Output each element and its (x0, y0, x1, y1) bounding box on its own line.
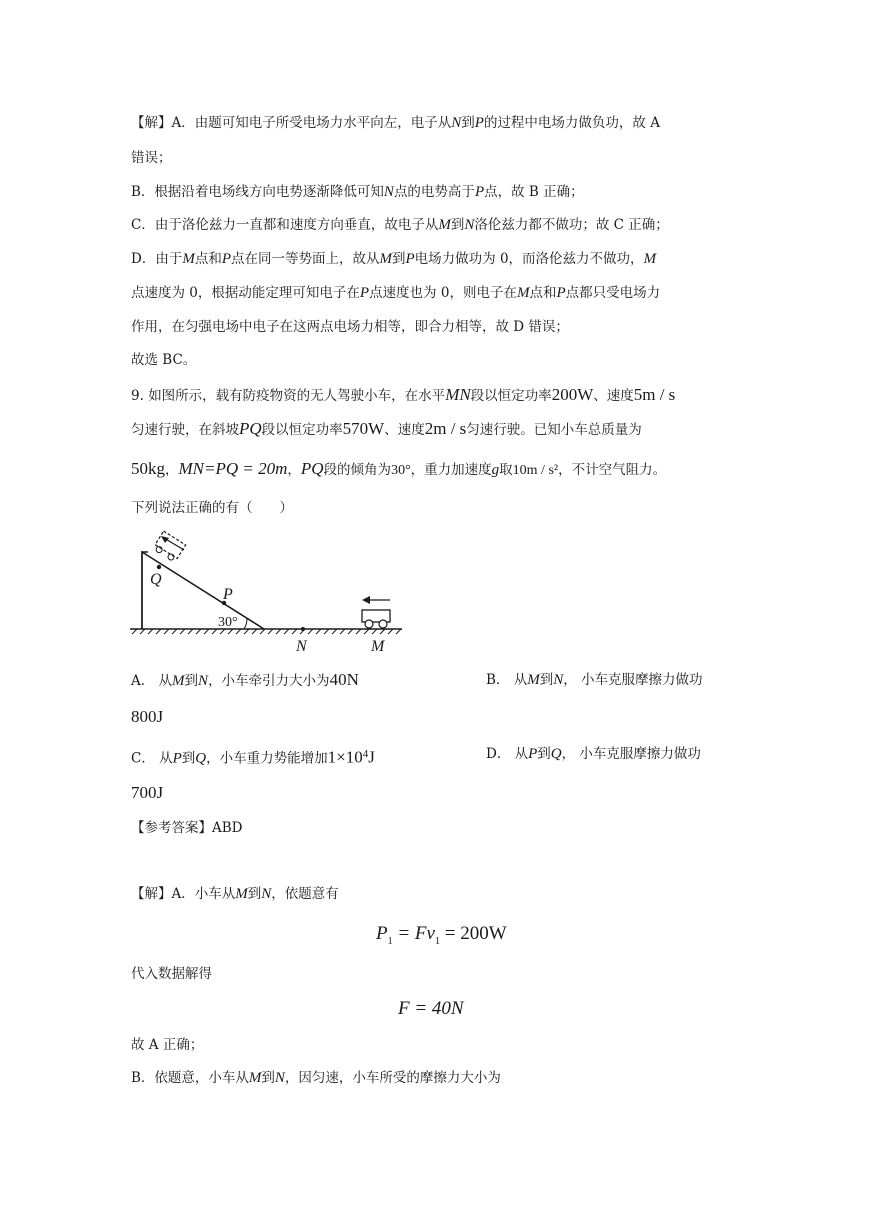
var: P (376, 923, 388, 944)
text: 点和 (194, 251, 222, 267)
solution2-a-line (131, 885, 339, 903)
var: M (248, 1070, 262, 1086)
incline-slope (142, 552, 264, 629)
text: 【解】A．小车从 (131, 886, 236, 902)
var: M (516, 285, 530, 301)
text: 匀速行驶。已知小车总质量为 (466, 422, 642, 438)
text: B．根据沿着电场线方向电势逐渐降低可知 (131, 184, 384, 200)
var: M (527, 672, 540, 688)
text: ，小车牵引力大小为 (208, 673, 330, 689)
text: ， (165, 462, 179, 478)
text: ， 小车克服摩擦力做功 (561, 746, 701, 762)
text: A． 从 (131, 673, 173, 689)
var: MN (445, 385, 471, 404)
subscript: 1 (387, 935, 393, 947)
text: ，小车重力势能增加 (206, 750, 328, 767)
text: ， 小车克服摩擦力做功 (563, 672, 703, 688)
value: 700J (131, 783, 164, 802)
expr: = Fv (392, 923, 435, 944)
var: P (474, 115, 484, 131)
var: M (182, 251, 195, 267)
text: 到 (539, 672, 554, 688)
text: C． 从 (131, 750, 173, 767)
text: D． 从 (486, 746, 529, 762)
text: 到 (537, 746, 551, 762)
option-c (131, 745, 375, 768)
text: 点的电势高于 (393, 184, 475, 200)
question-number: 9. (131, 388, 144, 404)
text: ，依题意有 (271, 886, 339, 902)
var: P (556, 285, 566, 301)
expr: = 200W (439, 923, 507, 944)
text: 点在同一等势面上，故从 (231, 251, 380, 267)
text: 到 (247, 886, 262, 902)
substitute-text: 代入数据解得 (131, 966, 212, 982)
text: B． 从 (486, 672, 528, 688)
text: 段以恒定功率 (470, 388, 552, 404)
point-q (157, 565, 161, 569)
solution-a-line2: 错误； (131, 150, 172, 166)
text: ，不计空气阻力。 (558, 462, 667, 478)
var: N (198, 673, 209, 689)
var: P (474, 184, 485, 200)
value: 30° (391, 463, 411, 478)
text: A．由题可知电子所受电场力水平向左，电子从 (171, 115, 452, 131)
solution2-b-line (131, 1069, 501, 1087)
solution-label: 【解】 (131, 115, 172, 131)
solution-d-line3: 作用，在匀强电场中电子在这两点电场力相等，即合力相等，故 D 错误； (131, 319, 569, 335)
cart (362, 610, 390, 628)
equation: MN=PQ = 20m (178, 459, 288, 478)
text: B．依题意，小车从 (131, 1070, 249, 1086)
text: 、速度 (384, 422, 425, 438)
text: 点速度为 0，根据动能定理可知电子在 (131, 285, 360, 301)
cart-arrow (362, 596, 390, 604)
expr: F = 40N (398, 998, 464, 1019)
text: 电场力做功为 0，而洛伦兹力不做功， (414, 251, 644, 267)
label-m: M (371, 638, 385, 655)
value: 5m / s (633, 385, 676, 404)
question-line3 (131, 460, 666, 480)
var: g (491, 462, 500, 478)
text: 到 (181, 750, 196, 767)
value: 800J (131, 707, 164, 726)
text: 段以恒定功率 (261, 422, 343, 438)
solution2-a-correct: 故 A 正确； (131, 1037, 204, 1053)
var: M (643, 251, 657, 267)
answer-label: 【参考答案】ABD (131, 820, 243, 836)
text: ，因匀速，小车所受的摩擦力大小为 (284, 1070, 501, 1086)
label-p: P (223, 586, 233, 603)
unit: J (368, 747, 375, 767)
text: 匀速行驶，在斜坡 (131, 422, 239, 438)
solution-b-line (131, 183, 584, 201)
label-q: Q (150, 571, 162, 588)
text: 点都只受电场力 (565, 285, 661, 301)
var: N (464, 217, 475, 233)
equation-force (398, 998, 464, 1020)
label-n: N (296, 638, 307, 655)
var: P (405, 251, 415, 267)
exponent: 4 (362, 748, 369, 760)
text: D．由于 (131, 251, 183, 267)
text: 到 (392, 251, 406, 267)
question-line1 (131, 386, 675, 405)
text: 洛伦兹力都不做功；故 C 正确； (474, 217, 669, 233)
var: M (438, 217, 451, 233)
var: P (172, 750, 182, 767)
option-b (486, 671, 703, 689)
solution-a-line1 (131, 114, 660, 132)
value: 200W (551, 385, 594, 404)
var: P (221, 251, 231, 267)
value: 570W (342, 419, 385, 438)
value: 50kg (131, 459, 165, 478)
var: P (359, 285, 370, 301)
text: 点和 (529, 285, 557, 301)
value: 1×10 (327, 747, 363, 767)
dashed-cart (152, 531, 185, 563)
option-b-value (131, 708, 163, 727)
option-a (131, 671, 359, 690)
angle-arc (244, 618, 247, 629)
text: 取 (499, 462, 513, 478)
question-line2 (131, 420, 642, 439)
text: ， (287, 462, 301, 478)
text: 点速度也为 0，则电子在 (369, 285, 517, 301)
text: ，重力加速度 (410, 462, 492, 478)
option-d-value (131, 784, 163, 803)
text: 、速度 (593, 388, 634, 404)
option-d (486, 745, 701, 763)
var: N (383, 184, 394, 200)
value: 10m / s² (512, 463, 559, 478)
var: PQ (239, 419, 262, 438)
text: 的过程中电场力做负功，故 A (483, 115, 660, 131)
text: 段的倾角为 (323, 462, 392, 478)
text: 到 (261, 1070, 275, 1086)
var: N (451, 115, 462, 131)
text: 到 (450, 217, 465, 233)
slope-arrow (161, 536, 184, 550)
var: P (528, 746, 538, 762)
var: N (553, 672, 564, 688)
solution-c-line (131, 216, 669, 234)
text: 如图所示，载有防疫物资的无人驾驶小车，在水平 (148, 388, 446, 404)
solution-d-line2 (131, 284, 660, 302)
subscript: 1 (434, 935, 440, 947)
question-line4: 下列说法正确的有（ ） (131, 500, 293, 516)
incline-diagram (128, 530, 408, 655)
var: PQ (300, 459, 324, 478)
value: 2m / s (424, 419, 467, 438)
var: M (235, 886, 248, 902)
var: N (261, 886, 272, 902)
text: C．由于洛伦兹力一直都和速度方向垂直，故电子从 (131, 217, 439, 233)
solution-choice: 故选 BC。 (131, 352, 197, 368)
point-n (301, 627, 305, 631)
value: 40N (329, 670, 359, 689)
var: Q (550, 746, 562, 762)
label-angle: 30° (218, 615, 238, 630)
text: 到 (461, 115, 475, 131)
var: N (274, 1070, 285, 1086)
var: M (379, 251, 392, 267)
text: 到 (184, 673, 199, 689)
solution-d-line1 (131, 250, 656, 268)
equation-power (376, 923, 507, 947)
text: 点，故 B 正确； (484, 184, 584, 200)
var: Q (195, 750, 207, 767)
var: M (172, 673, 185, 689)
